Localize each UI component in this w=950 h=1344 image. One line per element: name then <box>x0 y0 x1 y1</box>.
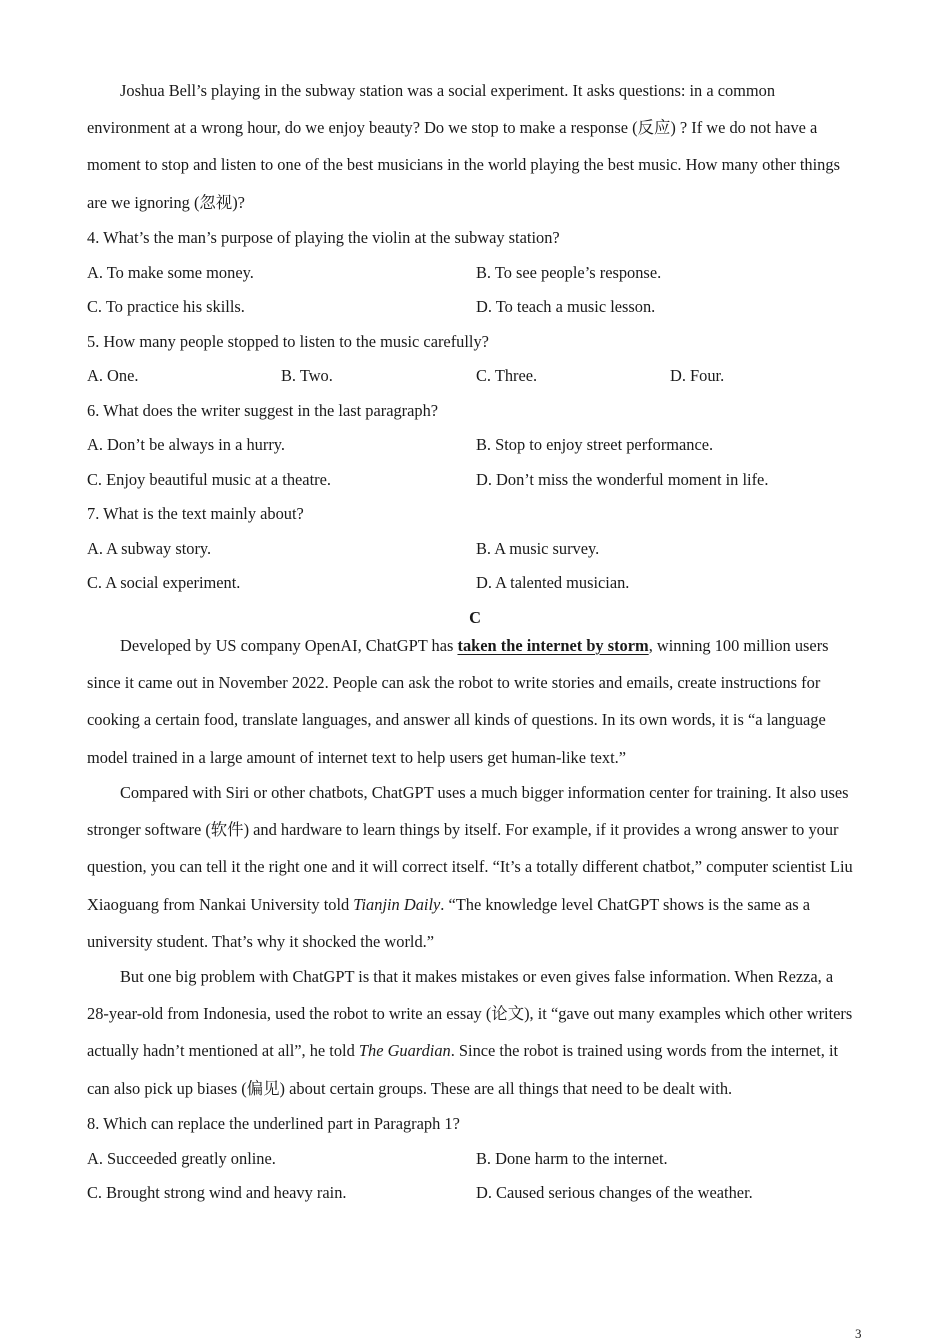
underlined-phrase: taken the internet by storm <box>457 636 649 655</box>
paragraph-3-text-start: But one big problem with ChatGPT is that it makes mistakes or even gives false information. When Rezza, a 28-year-old from Indonesia, used the robot to write an essay (论文), it “gave out many examples which other writers actually hadn’t mentioned at all”, he told <box>87 967 853 1061</box>
newspaper-title: Tianjin Daily <box>353 894 441 914</box>
paragraph-1-text-end: , winning 100 million users since it came out in November 2022. People can ask the robot to write stories and emails, create instructions for cooking a certain food, translate languages, and answer all kinds of questions. In its own words, it is “a language model trained in a large amount of internet text to help users get human-like text.” <box>87 636 829 767</box>
question-7-option-c: C. A social experiment. <box>87 573 241 592</box>
question-8-option-b: B. Done harm to the internet. <box>476 1149 668 1168</box>
paragraph-2-text-end: . “The knowledge level ChatGPT shows is the same as a university student. That’s why it shocked the world.” <box>87 894 811 951</box>
question-5-option-d: D. Four. <box>670 366 725 385</box>
question-5-option-b: B. Two. <box>281 366 333 385</box>
question-4-option-a: A. To make some money. <box>87 263 254 282</box>
question-8-stem: 8. Which can replace the underlined part in Paragraph 1? <box>87 1114 460 1133</box>
newspaper-title: The Guardian <box>358 1041 451 1061</box>
question-7-option-b: B. A music survey. <box>476 539 600 558</box>
section-c-paragraph-3 <box>87 958 859 1107</box>
question-6-option-c: C. Enjoy beautiful music at a theatre. <box>87 470 331 489</box>
passage-b-last-paragraph: Joshua Bell’s playing in the subway station was a social experiment. It asks questions: in a common environment at a wrong hour, do we enjoy beauty? Do we stop to make a response (反应) ? If we do not have a moment to stop and listen to one of the best musicians in the world playing the best music. How many other things are we ignoring (忽视)? <box>87 81 840 212</box>
question-5-stem: 5. How many people stopped to listen to the music carefully? <box>87 332 489 351</box>
question-4-option-b: B. To see people’s response. <box>476 263 662 282</box>
question-5-option-c: C. Three. <box>476 366 538 385</box>
paragraph-2-text-start: Compared with Siri or other chatbots, ChatGPT uses a much bigger information center for training. It also uses stronger software (软件) and hardware to learn things by itself. For example, if it provides a wrong answer to your question, you can tell it the right one and it will correct itself. “It’s a totally different chatbot,” computer scientist Liu Xiaoguang from Nankai University told <box>87 783 853 914</box>
question-7-stem: 7. What is the text mainly about? <box>87 504 304 523</box>
question-4-option-c: C. To practice his skills. <box>87 297 245 316</box>
question-7-option-d: D. A talented musician. <box>476 573 630 592</box>
question-8-option-c: C. Brought strong wind and heavy rain. <box>87 1183 347 1202</box>
question-8-option-d: D. Caused serious changes of the weather. <box>476 1183 753 1202</box>
page-number: 3 <box>855 1326 862 1341</box>
question-6-option-d: D. Don’t miss the wonderful moment in life. <box>476 470 769 489</box>
section-c-heading: C <box>469 608 481 627</box>
question-4-option-d: D. To teach a music lesson. <box>476 297 656 316</box>
question-6-option-b: B. Stop to enjoy street performance. <box>476 435 714 454</box>
section-c-paragraph-1 <box>87 627 859 776</box>
question-5-option-a: A. One. <box>87 366 139 385</box>
paragraph-1-text-start: Developed by US company OpenAI, ChatGPT has <box>120 636 458 655</box>
paragraph-3-text-end: . Since the robot is trained using words from the internet, it can also pick up biases (偏见) about certain groups. These are all things that need to be dealt with. <box>87 1041 839 1098</box>
question-6-stem: 6. What does the writer suggest in the last paragraph? <box>87 401 439 420</box>
question-8-option-a: A. Succeeded greatly online. <box>87 1149 276 1168</box>
question-7-option-a: A. A subway story. <box>87 539 212 558</box>
question-4-stem: 4. What’s the man’s purpose of playing the violin at the subway station? <box>87 228 560 247</box>
question-6-option-a: A. Don’t be always in a hurry. <box>87 435 286 454</box>
section-c-paragraph-2 <box>87 774 859 960</box>
